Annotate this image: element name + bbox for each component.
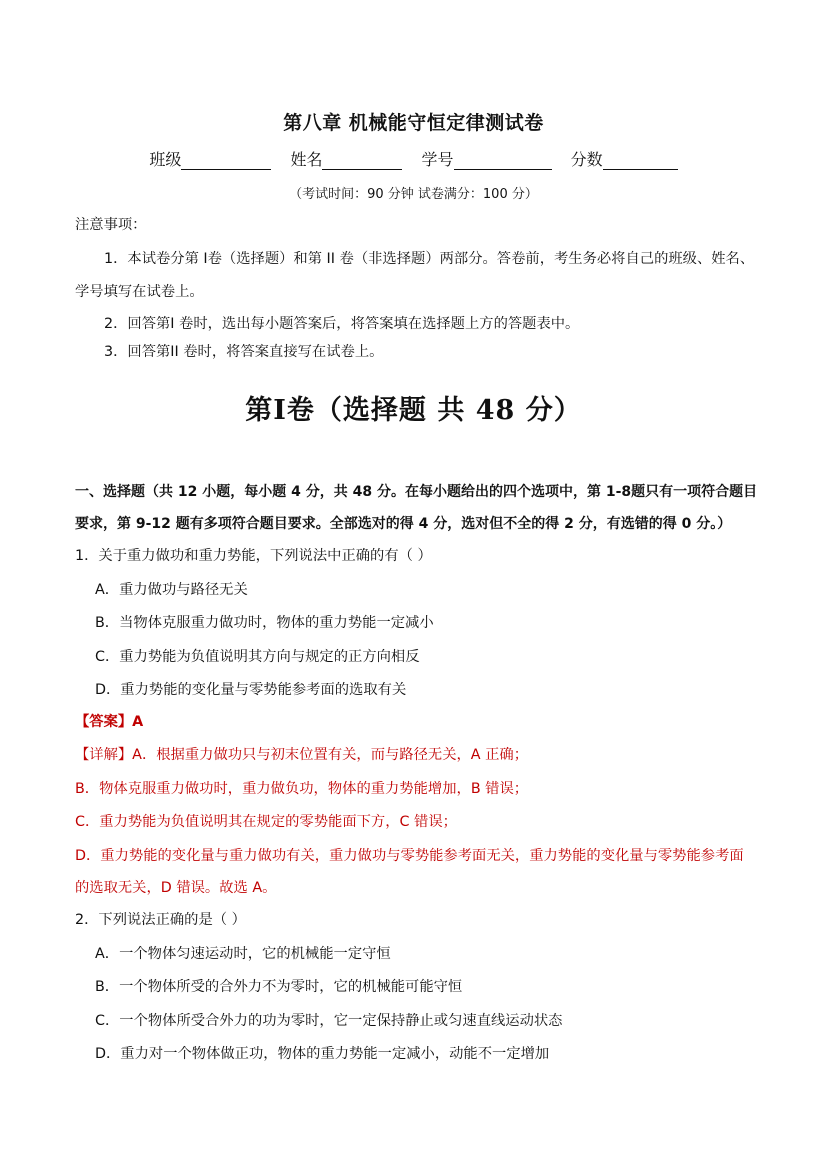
question-1-stem: 1．关于重力做功和重力势能，下列说法中正确的有（ ）: [75, 548, 432, 564]
question-1-explanation-line: 【详解】A．根据重力做功只与初末位置有关，而与路径无关，A 正确；: [75, 747, 529, 763]
name-label: 姓名: [290, 150, 323, 169]
section-title: 第I卷（选择题 共 48 分）: [245, 395, 582, 426]
question-1-option-a: A．重力做功与路径无关: [95, 582, 248, 598]
question-2-option-a: A．一个物体匀速运动时，它的机械能一定守恒: [95, 946, 391, 962]
student-id-blank[interactable]: [454, 153, 552, 170]
note-item-3: 3．回答第II 卷时，将答案直接写在试卷上。: [104, 344, 384, 360]
question-2-option-c: C．一个物体所受合外力的功为零时，它一定保持静止或匀速直线运动状态: [95, 1013, 563, 1029]
student-id-label: 学号: [421, 150, 454, 169]
class-blank[interactable]: [181, 153, 271, 170]
question-2-option-d: D．重力对一个物体做正功，物体的重力势能一定减小，动能不一定增加: [95, 1046, 550, 1062]
question-1-explanation-line: B．物体克服重力做功时，重力做负功，物体的重力势能增加，B 错误；: [75, 781, 529, 797]
question-1-explanation-line: C．重力势能为负值说明其在规定的零势能面下方，C 错误；: [75, 814, 457, 830]
score-blank[interactable]: [603, 153, 678, 170]
name-blank[interactable]: [322, 153, 402, 170]
question-1-answer: 【答案】A: [75, 714, 144, 730]
question-1-option-b: B．当物体克服重力做功时，物体的重力势能一定减小: [95, 615, 434, 631]
score-label: 分数: [570, 150, 603, 169]
question-1-option-c: C．重力势能为负值说明其方向与规定的正方向相反: [95, 649, 420, 665]
question-2-stem: 2．下列说法正确的是（ ）: [75, 912, 246, 928]
note-item-2: 2．回答第I 卷时，选出每小题答案后，将答案填在选择题上方的答题表中。: [104, 316, 580, 332]
section-instruction-cont: 要求，第 9-12 题有多项符合题目要求。全部选对的得 4 分，选对但不全的得 2 分，有选错的得 0 分。）: [75, 516, 732, 532]
question-2-option-b: B．一个物体所受的合外力不为零时，它的机械能可能守恒: [95, 979, 463, 995]
question-1-explanation-line: D．重力势能的变化量与重力做功有关，重力做功与零势能参考面无关，重力势能的变化量与零势能参考面: [75, 848, 744, 864]
class-label: 班级: [149, 150, 182, 169]
note-item-1: 1．本试卷分第 I卷（选择题）和第 II 卷（非选择题）两部分。答卷前，考生务必将自己的班级、姓名、: [104, 251, 755, 267]
question-1-explanation-line: 的选取无关，D 错误。故选 A。: [75, 880, 277, 896]
question-1-option-d: D．重力势能的变化量与零势能参考面的选取有关: [95, 682, 407, 698]
student-info-fields: [0, 147, 827, 170]
page-title: 第八章 机械能守恒定律测试卷: [283, 112, 544, 134]
note-item-1-cont: 学号填写在试卷上。: [75, 284, 204, 300]
section-instruction: 一、选择题（共 12 小题，每小题 4 分，共 48 分。在每小题给出的四个选项中，第 1-8题只有一项符合题目: [75, 484, 758, 500]
exam-info: （考试时间：90 分钟 试卷满分：100 分）: [289, 187, 538, 202]
notes-heading: 注意事项：: [75, 217, 147, 233]
